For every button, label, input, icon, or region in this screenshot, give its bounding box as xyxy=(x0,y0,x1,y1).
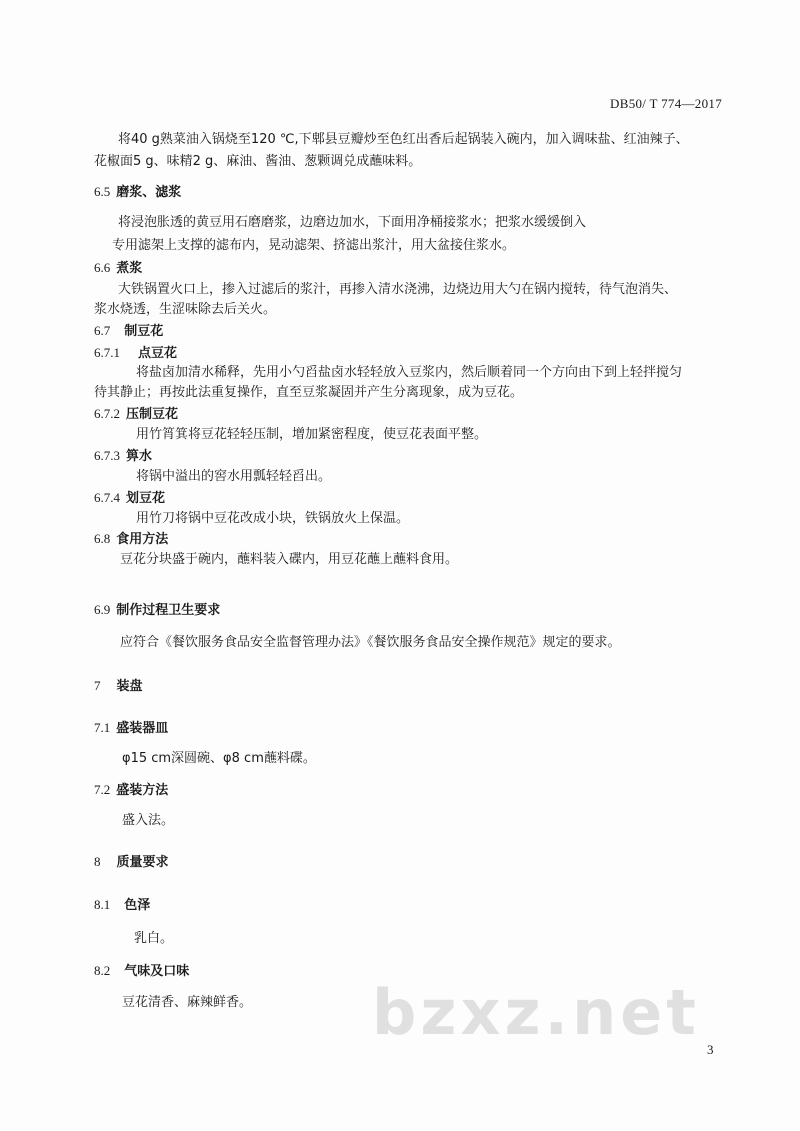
paragraph-line: 大铁锅置火口上，掺入过滤后的浆汁，再掺入清水浇沸，边烧边用大勺在锅内搅转，待气泡消失、 xyxy=(118,282,678,297)
section-title: 压制豆花 xyxy=(126,407,179,422)
section-heading-6-7-3 xyxy=(94,447,152,466)
paragraph-line: 专用滤架上支撑的滤布内，晃动滤架、挤滤出浆汁，用大盆接住浆水。 xyxy=(112,238,516,253)
section-number: 6.7.2 xyxy=(94,406,120,421)
section-heading-6-7 xyxy=(94,322,163,341)
paragraph-line: 将锅中溢出的窖水用瓢轻轻舀出。 xyxy=(136,469,332,484)
section-heading-6-9 xyxy=(94,601,220,620)
section-title: 点豆花 xyxy=(138,346,178,361)
paragraph-line: φ15 cm深圆碗、φ8 cm蘸料碟。 xyxy=(122,751,316,766)
section-title: 盛装方法 xyxy=(116,783,169,798)
section-title: 制豆花 xyxy=(124,324,164,339)
section-title: 食用方法 xyxy=(116,532,169,547)
paragraph-line: 盛入法。 xyxy=(122,813,175,828)
section-number: 7.2 xyxy=(94,782,111,797)
standard-code: DB50/ T 774—2017 xyxy=(610,96,722,111)
section-heading-6-6 xyxy=(94,259,142,278)
section-number: 7.1 xyxy=(94,720,111,735)
section-number: 6.7.3 xyxy=(94,448,120,463)
section-heading-6-7-1 xyxy=(94,344,177,363)
section-title: 质量要求 xyxy=(116,855,169,870)
section-number: 8.1 xyxy=(94,897,111,912)
section-heading-7 xyxy=(94,677,143,696)
section-heading-7-2 xyxy=(94,781,168,800)
section-title: 装盘 xyxy=(116,679,143,694)
paragraph-line: 将40 g熟菜油入锅烧至120 ℃,下郫县豆瓣炒至色红出香后起锅装入碗内，加入调味盐、红油辣子、 xyxy=(118,132,689,147)
paragraph-line: 将浸泡胀透的黄豆用石磨磨浆，边磨边加水，下面用净桶接浆水；把浆水缓缓倒入 xyxy=(118,215,587,230)
section-heading-6-8 xyxy=(94,530,168,549)
section-heading-6-7-2 xyxy=(94,405,178,424)
section-number: 6.6 xyxy=(94,260,111,275)
section-heading-8 xyxy=(94,853,169,872)
section-number: 8 xyxy=(94,854,101,869)
section-number: 6.5 xyxy=(94,184,111,199)
section-title: 盛装器皿 xyxy=(116,721,169,736)
page-number: 3 xyxy=(707,1042,714,1057)
paragraph-line: 豆花清香、麻辣鲜香。 xyxy=(122,995,253,1010)
paragraph-line: 用竹筲箕将豆花轻轻压制，增加紧密程度，使豆花表面平整。 xyxy=(136,427,488,442)
section-title: 磨浆、滤浆 xyxy=(116,185,182,200)
section-number: 6.8 xyxy=(94,531,111,546)
section-title: 气味及口味 xyxy=(124,964,190,979)
paragraph-line: 浆水烧透，生涩味除去后关火。 xyxy=(94,302,277,317)
section-number: 8.2 xyxy=(94,963,111,978)
paragraph-line: 豆花分块盛于碗内，蘸料装入碟内，用豆花蘸上蘸料食用。 xyxy=(120,552,459,567)
paragraph-line: 应符合《餐饮服务食品安全监督管理办法》《餐饮服务食品安全操作规范》规定的要求。 xyxy=(120,635,621,650)
paragraph-line: 用竹刀将锅中豆花改成小块，铁锅放火上保温。 xyxy=(136,511,410,526)
section-heading-8-2 xyxy=(94,962,189,981)
section-heading-6-7-4 xyxy=(94,489,165,508)
section-title: 煮浆 xyxy=(116,261,143,276)
section-number: 7 xyxy=(94,678,101,693)
section-title: 色泽 xyxy=(124,898,151,913)
section-number: 6.7.1 xyxy=(94,345,120,360)
section-heading-7-1 xyxy=(94,719,168,738)
paragraph-line: 待其静止；再按此法重复操作，直至豆浆凝固并产生分离现象，成为豆花。 xyxy=(94,385,524,400)
section-heading-6-5 xyxy=(94,183,181,202)
paragraph-line: 花椒面5 g、味精2 g、麻油、酱油、葱颗调兑成蘸味料。 xyxy=(94,154,422,169)
section-title: 划豆花 xyxy=(126,491,166,506)
section-heading-8-1 xyxy=(94,896,150,915)
section-title: 箅水 xyxy=(126,449,153,464)
section-number: 6.9 xyxy=(94,602,111,617)
section-number: 6.7 xyxy=(94,323,111,338)
paragraph-line: 将盐卤加清水稀释，先用小勺舀盐卤水轻轻放入豆浆内，然后顺着同一个方向由下到上轻拌搅匀 xyxy=(136,365,683,380)
section-number: 6.7.4 xyxy=(94,490,120,505)
section-title: 制作过程卫生要求 xyxy=(116,603,221,618)
paragraph-line: 乳白。 xyxy=(134,931,174,946)
watermark: bzxz.net xyxy=(372,976,700,1049)
